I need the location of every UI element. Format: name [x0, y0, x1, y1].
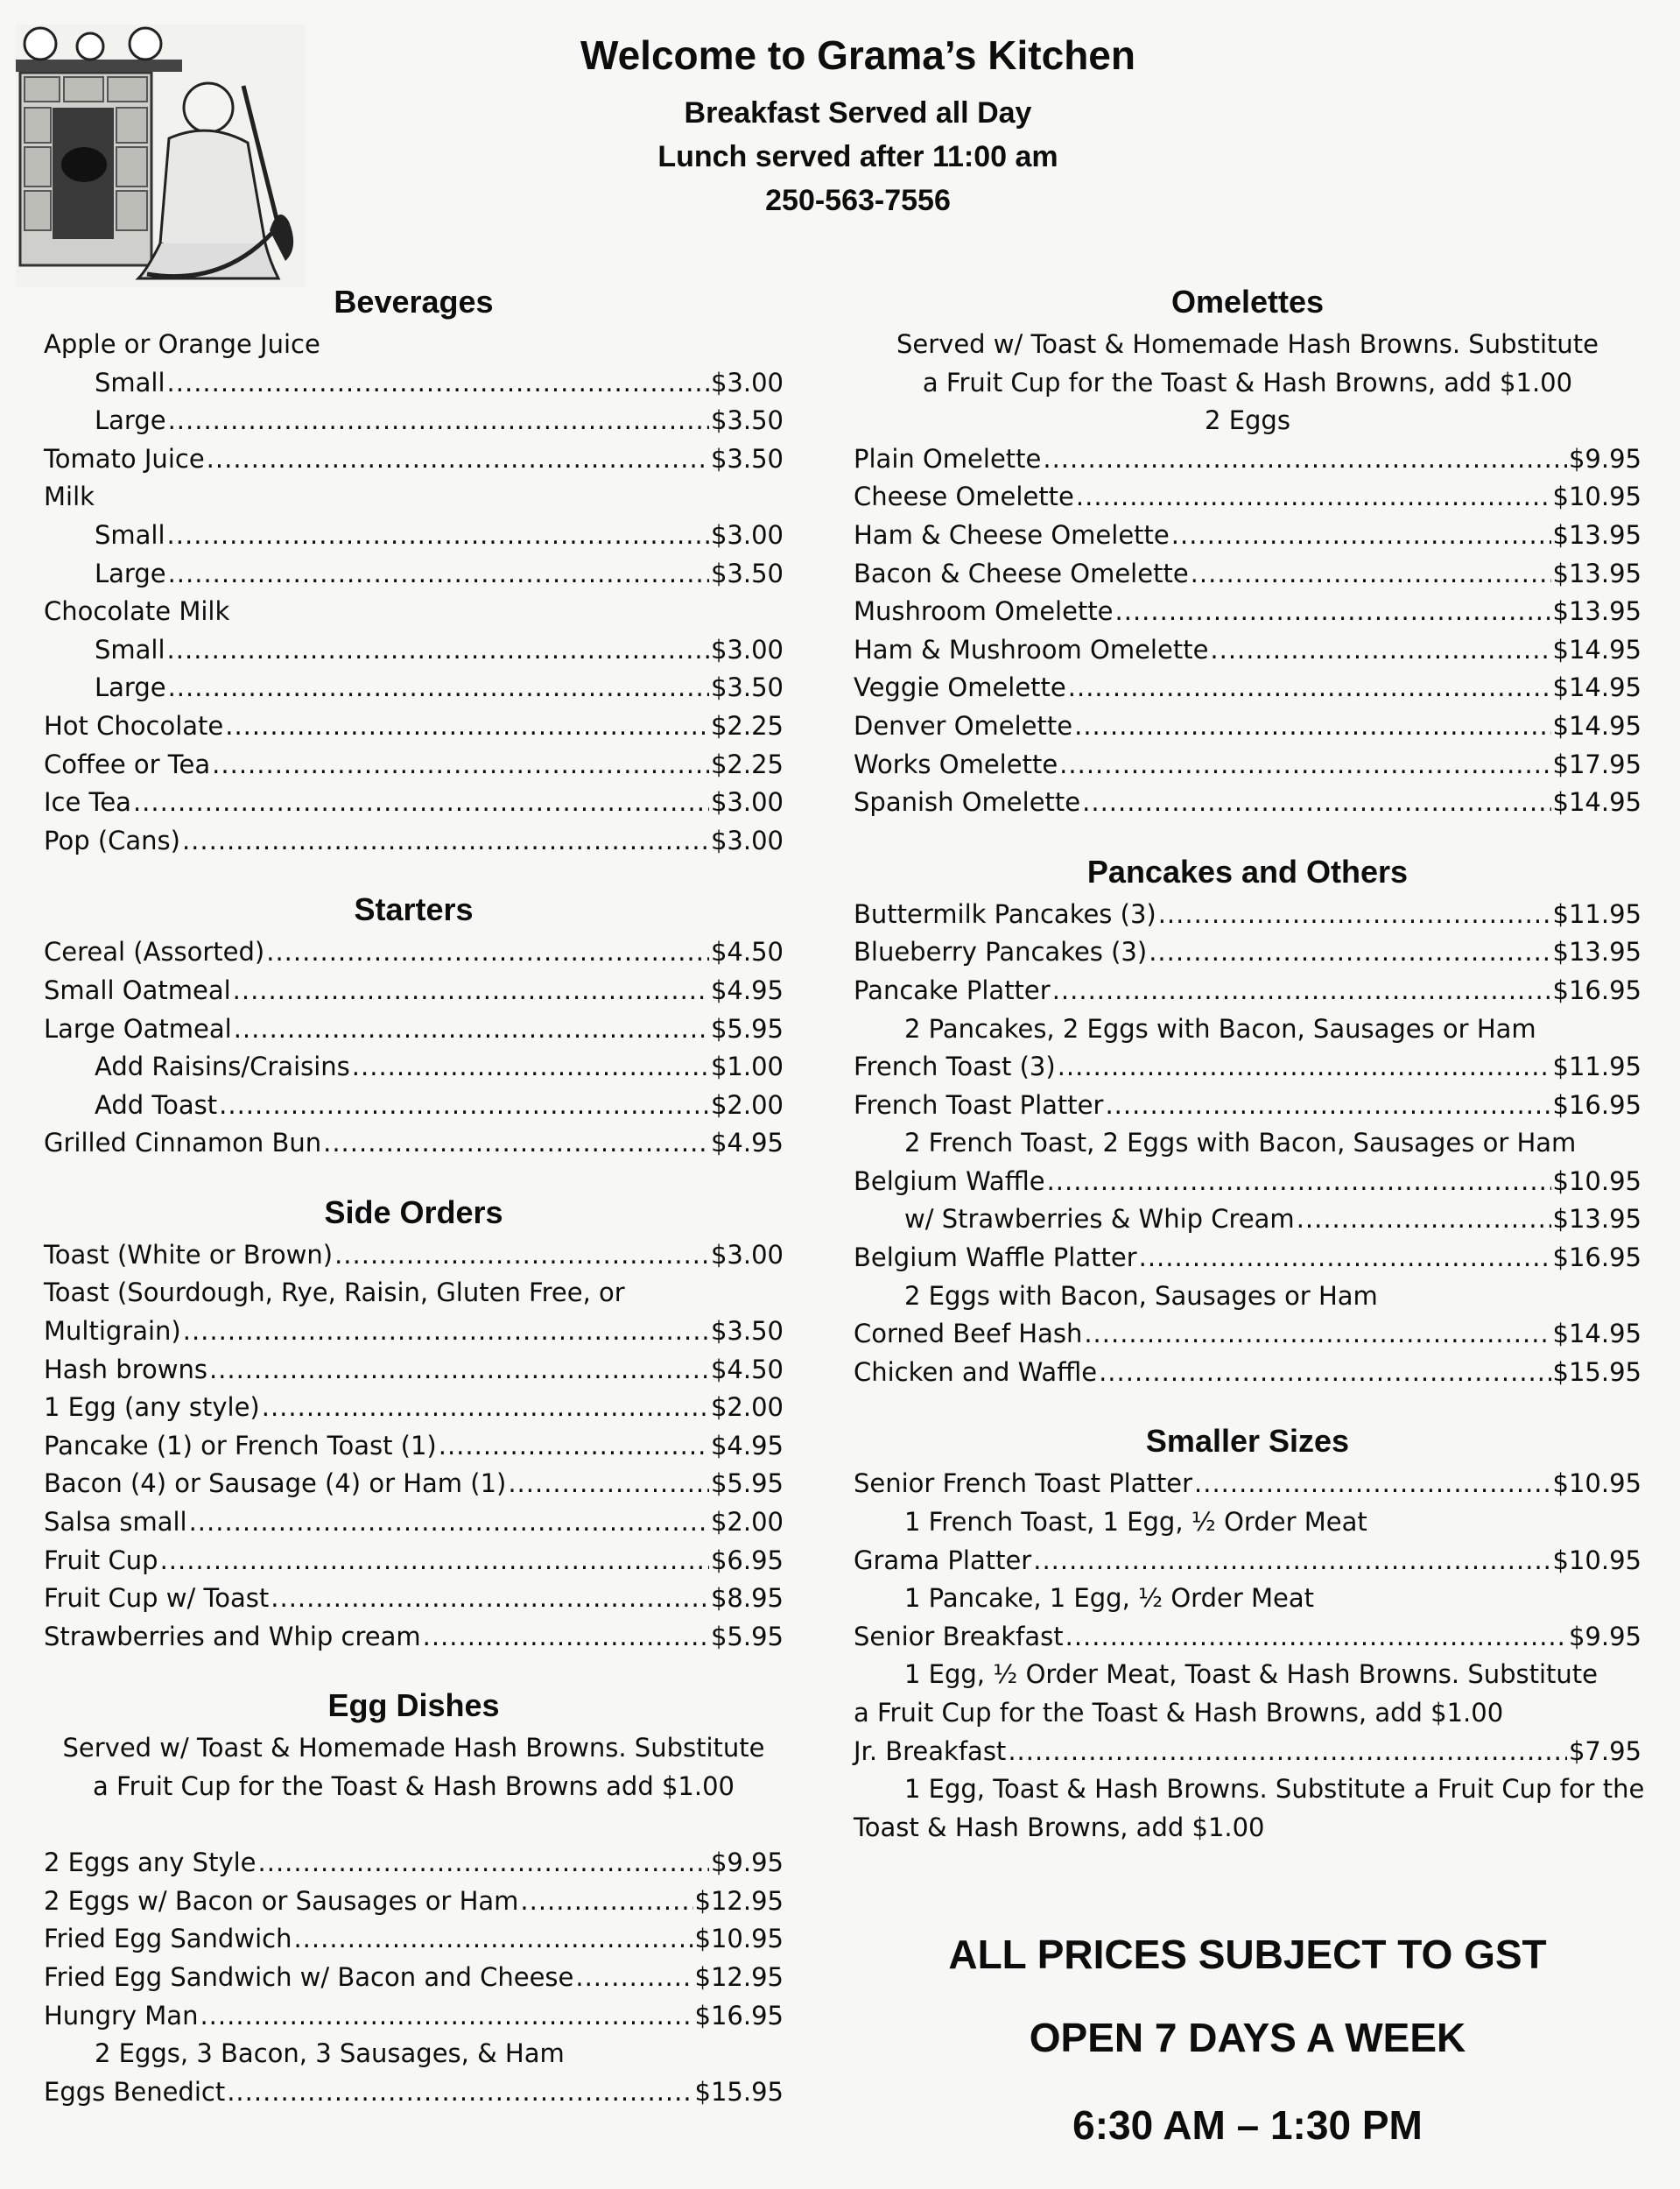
menu-item [854, 746, 1641, 785]
starters-section [44, 886, 784, 1163]
menu-item [44, 972, 784, 1010]
item-name: 1 Egg (any style) [44, 1392, 260, 1423]
dot-leader [1210, 631, 1550, 670]
item-name: Small [95, 519, 165, 550]
dot-leader [207, 440, 709, 479]
menu-item [44, 1465, 784, 1503]
section-title-smaller-sizes: Smaller Sizes [1145, 1423, 1350, 1460]
item-price: $14.95 [1552, 787, 1641, 818]
dot-leader [212, 746, 709, 785]
item-name: Large [95, 405, 166, 436]
item-name: Cereal (Assorted) [44, 937, 265, 968]
item-price: $13.95 [1552, 937, 1641, 968]
dot-leader [520, 1883, 692, 1921]
item-name: Fruit Cup w/ Toast [44, 1583, 270, 1614]
dot-leader [234, 1010, 709, 1049]
menu-item [854, 631, 1641, 670]
dot-leader [575, 1959, 692, 1997]
dot-leader [160, 1542, 709, 1580]
egg-dishes-section [44, 1682, 784, 2111]
menu-item-jr-breakfast [854, 1733, 1641, 1771]
menu-item [44, 1580, 784, 1618]
item-price: $3.50 [710, 443, 784, 474]
menu-item [44, 1048, 784, 1087]
item-price: $12.95 [694, 1885, 784, 1916]
dot-leader [168, 669, 709, 707]
item-price: $9.95 [1568, 443, 1641, 474]
menu-item-belgium-waffle [854, 1163, 1641, 1201]
menu-item-pancake-platter [854, 972, 1641, 1010]
dot-leader [258, 1844, 709, 1883]
menu-item [854, 707, 1641, 746]
menu-item-corned-beef-hash [854, 1315, 1641, 1354]
item-name: Grilled Cinnamon Bun [44, 1128, 322, 1158]
smaller-sizes-section [854, 1418, 1645, 1847]
item-price: $13.95 [1552, 558, 1641, 588]
menu-item [44, 1920, 784, 1959]
item-price: $10.95 [1552, 1545, 1641, 1575]
dot-leader [271, 1580, 709, 1618]
menu-item [44, 1427, 784, 1466]
item-name: Hungry Man [44, 2000, 199, 2031]
menu-item [854, 784, 1641, 822]
dot-leader [133, 784, 709, 822]
dot-leader [439, 1427, 709, 1466]
item-name: Veggie Omelette [854, 672, 1066, 703]
item-name: Cheese Omelette [854, 482, 1074, 512]
page-title: Welcome to Grama’s Kitchen [580, 32, 1135, 78]
omelettes-note: Served w/ Toast & Homemade Hash Browns. Substitute [896, 329, 1599, 359]
dot-leader [167, 517, 709, 555]
item-price: $15.95 [1552, 1356, 1641, 1387]
dot-leader [1297, 1200, 1551, 1239]
open-days: OPEN 7 DAYS A WEEK [1029, 2015, 1466, 2060]
grandma-in-rocking-chair-icon [16, 25, 305, 287]
dot-leader [1194, 1465, 1551, 1503]
dot-leader [1105, 1087, 1550, 1125]
egg-dishes-list [44, 1844, 784, 2035]
grama-platter-desc: 1 Pancake, 1 Egg, ½ Order Meat [904, 1583, 1314, 1614]
item-name: Grama Platter [854, 1545, 1032, 1575]
item-name: Blueberry Pancakes (3) [854, 937, 1148, 968]
dot-leader [167, 364, 709, 403]
menu-item [44, 1389, 784, 1427]
section-title-beverages: Beverages [334, 284, 494, 320]
item-name: Large [95, 558, 166, 588]
dot-leader [1074, 707, 1550, 746]
menu-item-choc-large [44, 669, 784, 707]
dot-leader [200, 1997, 692, 2036]
item-name: Ham & Mushroom Omelette [854, 634, 1209, 665]
pancakes-section [854, 848, 1641, 1392]
item-price: $9.95 [710, 1848, 784, 1878]
item-price: $16.95 [1552, 975, 1641, 1005]
item-price: $3.00 [710, 519, 784, 550]
item-name: Strawberries and Whip cream [44, 1621, 421, 1651]
menu-item-ice-tea [44, 784, 784, 822]
menu-item-ao-large [44, 402, 784, 440]
dot-leader [183, 1313, 709, 1351]
menu-item-milk-large [44, 555, 784, 594]
item-name: Hot Chocolate [44, 710, 224, 741]
dot-leader [1191, 555, 1551, 594]
item-price: $12.95 [694, 1961, 784, 1992]
item-name: Plain Omelette [854, 443, 1042, 474]
menu-item [44, 1844, 784, 1883]
menu-item-chicken-waffle [854, 1354, 1641, 1392]
item-price: $4.95 [710, 975, 784, 1005]
omelettes-eggs-note: 2 Eggs [1205, 405, 1290, 436]
item-name: Small Oatmeal [44, 975, 231, 1005]
item-name: Toast (White or Brown) [44, 1239, 334, 1270]
item-price: $4.50 [710, 937, 784, 968]
item-name: Buttermilk Pancakes (3) [854, 898, 1156, 929]
menu-item [854, 555, 1641, 594]
dot-leader [219, 1087, 709, 1125]
pancake-platter-desc: 2 Pancakes, 2 Eggs with Bacon, Sausages or Ham [904, 1013, 1536, 1044]
item-price: $2.00 [710, 1089, 784, 1120]
menu-item-chocolate-milk: Chocolate Milk [44, 596, 230, 627]
dot-leader [1033, 1542, 1550, 1580]
spacer [44, 860, 784, 886]
item-price: $11.95 [1552, 1052, 1641, 1082]
item-name: Coffee or Tea [44, 749, 211, 779]
item-name: Chicken and Waffle [854, 1356, 1098, 1387]
menu-item [854, 517, 1641, 555]
hungry-man-desc: 2 Eggs, 3 Bacon, 3 Sausages, & Ham [95, 2038, 565, 2069]
item-name: Senior French Toast Platter [854, 1468, 1193, 1499]
right-column [854, 278, 1645, 1847]
item-price: $10.95 [1552, 1165, 1641, 1196]
item-price: $4.95 [710, 1430, 784, 1461]
item-price: $15.95 [694, 2076, 784, 2107]
item-name: 2 Eggs any Style [44, 1848, 257, 1878]
spacer [44, 1656, 784, 1682]
item-name: Hash browns [44, 1354, 207, 1384]
item-name: Ham & Cheese Omelette [854, 519, 1170, 550]
item-price: $17.95 [1552, 749, 1641, 779]
dot-leader [323, 1124, 709, 1163]
menu-item-choc-small [44, 631, 784, 670]
menu-item-coffee-tea [44, 746, 784, 785]
menu-item-waffle-platter [854, 1239, 1641, 1278]
menu-item-blueberry-pancakes [854, 933, 1641, 972]
menu-item-toast-special-price [44, 1313, 784, 1351]
menu-item-waffle-strawberries [854, 1200, 1641, 1239]
item-name: Corned Beef Hash [854, 1319, 1083, 1349]
dot-leader [1076, 478, 1551, 517]
menu-item-french-toast [854, 1048, 1641, 1087]
waffle-platter-desc: 2 Eggs with Bacon, Sausages or Ham [904, 1280, 1378, 1311]
item-name: French Toast Platter [854, 1089, 1104, 1120]
dot-leader [189, 1503, 709, 1542]
beverages-section [44, 278, 784, 860]
dot-leader [1059, 746, 1550, 785]
menu-item-ao-small [44, 364, 784, 403]
item-price: $5.95 [710, 1468, 784, 1499]
dot-leader [233, 972, 709, 1010]
dot-leader [182, 822, 709, 861]
menu-item [44, 1124, 784, 1163]
spacer [854, 1391, 1641, 1418]
item-name: Ice Tea [44, 787, 131, 818]
item-name: Works Omelette [854, 749, 1058, 779]
side-orders-list [44, 1351, 784, 1657]
menu-item-toast-white [44, 1236, 784, 1275]
item-name: Multigrain) [44, 1316, 181, 1347]
menu-item-buttermilk-pancakes [854, 896, 1641, 934]
dot-leader [1052, 972, 1551, 1010]
item-price: $3.00 [710, 367, 784, 398]
item-name: Tomato Juice [44, 443, 205, 474]
menu-item [44, 1010, 784, 1049]
dot-leader [508, 1465, 709, 1503]
senior-breakfast-desc: 1 Egg, ½ Order Meat, Toast & Hash Browns. Substitute [904, 1659, 1599, 1690]
item-name: Fried Egg Sandwich [44, 1924, 292, 1954]
item-price: $10.95 [1552, 482, 1641, 512]
item-name: Pancake Platter [854, 975, 1051, 1005]
left-column [44, 278, 784, 2111]
item-name: Jr. Breakfast [854, 1735, 1007, 1766]
phone-number: 250-563-7556 [765, 184, 951, 217]
spacer [44, 1163, 784, 1189]
item-price: $3.00 [710, 787, 784, 818]
item-price: $3.50 [710, 558, 784, 588]
french-toast-platter-desc: 2 French Toast, 2 Eggs with Bacon, Sausages or Ham [904, 1128, 1577, 1158]
item-price: $3.50 [710, 672, 784, 703]
lunch-hours: Lunch served after 11:00 am [657, 140, 1058, 173]
dot-leader [168, 402, 709, 440]
dot-leader [168, 555, 709, 594]
spacer [44, 1806, 784, 1845]
dot-leader [1099, 1354, 1550, 1392]
jr-breakfast-desc: 1 Egg, Toast & Hash Browns. Substitute a Fruit Cup for the [904, 1774, 1645, 1805]
item-price: $14.95 [1552, 672, 1641, 703]
item-name: Add Toast [95, 1089, 218, 1120]
dot-leader [1158, 896, 1551, 934]
item-price: $8.95 [710, 1583, 784, 1614]
dot-leader [334, 1236, 709, 1275]
menu-item [44, 1997, 784, 2036]
item-name: Belgium Waffle [854, 1165, 1045, 1196]
item-price: $7.95 [1568, 1735, 1641, 1766]
item-price: $14.95 [1552, 1319, 1641, 1349]
dot-leader [167, 631, 709, 670]
menu-item [44, 933, 784, 972]
item-name: Small [95, 367, 165, 398]
item-name: Denver Omelette [854, 710, 1073, 741]
item-price: $9.95 [1568, 1621, 1641, 1651]
item-name: Bacon & Cheese Omelette [854, 558, 1189, 588]
senior-breakfast-desc-2: a Fruit Cup for the Toast & Hash Browns, add $1.00 [854, 1698, 1504, 1728]
gst-notice: ALL PRICES SUBJECT TO GST [948, 1932, 1547, 1977]
menu-item-apple-orange-juice: Apple or Orange Juice [44, 329, 320, 359]
menu-header [368, 32, 1348, 222]
dot-leader [1115, 593, 1551, 631]
menu-item-grama-platter [854, 1542, 1641, 1580]
item-price: $3.50 [710, 1316, 784, 1347]
item-price: $4.50 [710, 1354, 784, 1384]
item-price: $2.25 [710, 710, 784, 741]
item-name: Fruit Cup [44, 1545, 158, 1575]
item-name: 2 Eggs w/ Bacon or Sausages or Ham [44, 1885, 519, 1916]
menu-item-milk: Milk [44, 482, 95, 512]
dot-leader [1068, 669, 1551, 707]
menu-item-senior-french [854, 1465, 1641, 1503]
menu-item-pop [44, 822, 784, 861]
dot-leader [227, 2073, 692, 2112]
item-price: $14.95 [1552, 634, 1641, 665]
omelettes-section [854, 278, 1641, 822]
dot-leader [423, 1618, 709, 1657]
item-name: Pop (Cans) [44, 825, 180, 855]
dot-leader [266, 933, 709, 972]
menu-item [44, 1503, 784, 1542]
item-name: Senior Breakfast [854, 1621, 1064, 1651]
dot-leader [1008, 1733, 1567, 1771]
dot-leader [1058, 1048, 1551, 1087]
item-name: Salsa small [44, 1507, 187, 1538]
dot-leader [209, 1351, 709, 1390]
menu-item [854, 440, 1641, 479]
item-name: Pancake (1) or French Toast (1) [44, 1430, 437, 1461]
dot-leader [1149, 933, 1550, 972]
item-price: $5.95 [710, 1013, 784, 1044]
section-title-side-orders: Side Orders [324, 1193, 503, 1230]
item-price: $4.95 [710, 1128, 784, 1158]
menu-item-hot-chocolate [44, 707, 784, 746]
item-name: Mushroom Omelette [854, 596, 1114, 627]
item-price: $13.95 [1552, 596, 1641, 627]
menu-item [854, 669, 1641, 707]
section-title-starters: Starters [354, 891, 474, 928]
menu-item-eggs-benedict [44, 2073, 784, 2112]
item-name: French Toast (3) [854, 1052, 1056, 1082]
item-name: Large Oatmeal [44, 1013, 232, 1044]
item-price: $2.00 [710, 1392, 784, 1423]
item-price: $2.00 [710, 1507, 784, 1538]
item-name: Small [95, 634, 165, 665]
item-name: Fried Egg Sandwich w/ Bacon and Cheese [44, 1961, 574, 1992]
dot-leader [1171, 517, 1551, 555]
dot-leader [262, 1389, 709, 1427]
item-price: $3.00 [710, 825, 784, 855]
item-name: w/ Strawberries & Whip Cream [904, 1204, 1295, 1235]
item-price: $3.00 [710, 634, 784, 665]
menu-item-tomato-juice [44, 440, 784, 479]
item-price: $16.95 [1552, 1242, 1641, 1273]
omelettes-list [854, 440, 1641, 822]
breakfast-hours: Breakfast Served all Day [684, 96, 1032, 130]
item-name: Belgium Waffle Platter [854, 1242, 1137, 1273]
dot-leader [1139, 1239, 1551, 1278]
item-price: $3.00 [710, 1239, 784, 1270]
item-price: $10.95 [1552, 1468, 1641, 1499]
menu-item-toast-special: Toast (Sourdough, Rye, Raisin, Gluten Free, or [44, 1278, 625, 1308]
menu-item [854, 478, 1641, 517]
item-price: $13.95 [1552, 1204, 1641, 1235]
item-price: $14.95 [1552, 710, 1641, 741]
dot-leader [1084, 1315, 1550, 1354]
menu-item [44, 1959, 784, 1997]
menu-item-senior-breakfast [854, 1618, 1641, 1657]
starters-list [44, 933, 784, 1163]
item-name: Large [95, 672, 166, 703]
menu-item [854, 593, 1641, 631]
dot-leader [1047, 1163, 1551, 1201]
item-price: $6.95 [710, 1545, 784, 1575]
dot-leader [225, 707, 709, 746]
opening-hours: 6:30 AM – 1:30 PM [1072, 2102, 1423, 2148]
item-price: $10.95 [694, 1924, 784, 1954]
side-orders-section [44, 1189, 784, 1657]
item-name: Add Raisins/Craisins [95, 1052, 350, 1082]
omelettes-note-2: a Fruit Cup for the Toast & Hash Browns, add $1.00 [922, 367, 1573, 398]
item-name: Bacon (4) or Sausage (4) or Ham (1) [44, 1468, 507, 1499]
item-price: $2.25 [710, 749, 784, 779]
item-price: $3.50 [710, 405, 784, 436]
spacer [854, 822, 1641, 848]
section-title-omelettes: Omelettes [1170, 284, 1325, 320]
menu-item-french-toast-platter [854, 1087, 1641, 1125]
item-price: $16.95 [694, 2000, 784, 2031]
item-name: Eggs Benedict [44, 2076, 226, 2107]
egg-dishes-note: Served w/ Toast & Homemade Hash Browns. Substitute [62, 1733, 765, 1763]
dot-leader [352, 1048, 709, 1087]
item-price: $1.00 [710, 1052, 784, 1082]
item-name: Spanish Omelette [854, 787, 1081, 818]
item-price: $16.95 [1552, 1089, 1641, 1120]
senior-french-desc: 1 French Toast, 1 Egg, ½ Order Meat [904, 1507, 1367, 1538]
jr-breakfast-desc-2: Toast & Hash Browns, add $1.00 [854, 1812, 1265, 1842]
menu-item [44, 1087, 784, 1125]
item-price: $13.95 [1552, 519, 1641, 550]
menu-item [44, 1351, 784, 1390]
dot-leader [1065, 1618, 1567, 1657]
menu-item-milk-small [44, 517, 784, 555]
menu-item [44, 1542, 784, 1580]
egg-dishes-note-2: a Fruit Cup for the Toast & Hash Browns add $1.00 [93, 1771, 735, 1801]
section-title-egg-dishes: Egg Dishes [327, 1687, 500, 1724]
dot-leader [1043, 440, 1567, 479]
dot-leader [293, 1920, 692, 1959]
menu-item [44, 1883, 784, 1921]
menu-item [44, 1618, 784, 1657]
item-price: $5.95 [710, 1621, 784, 1651]
dot-leader [1082, 784, 1550, 822]
item-price: $11.95 [1552, 898, 1641, 929]
section-title-pancakes: Pancakes and Others [1086, 853, 1409, 890]
